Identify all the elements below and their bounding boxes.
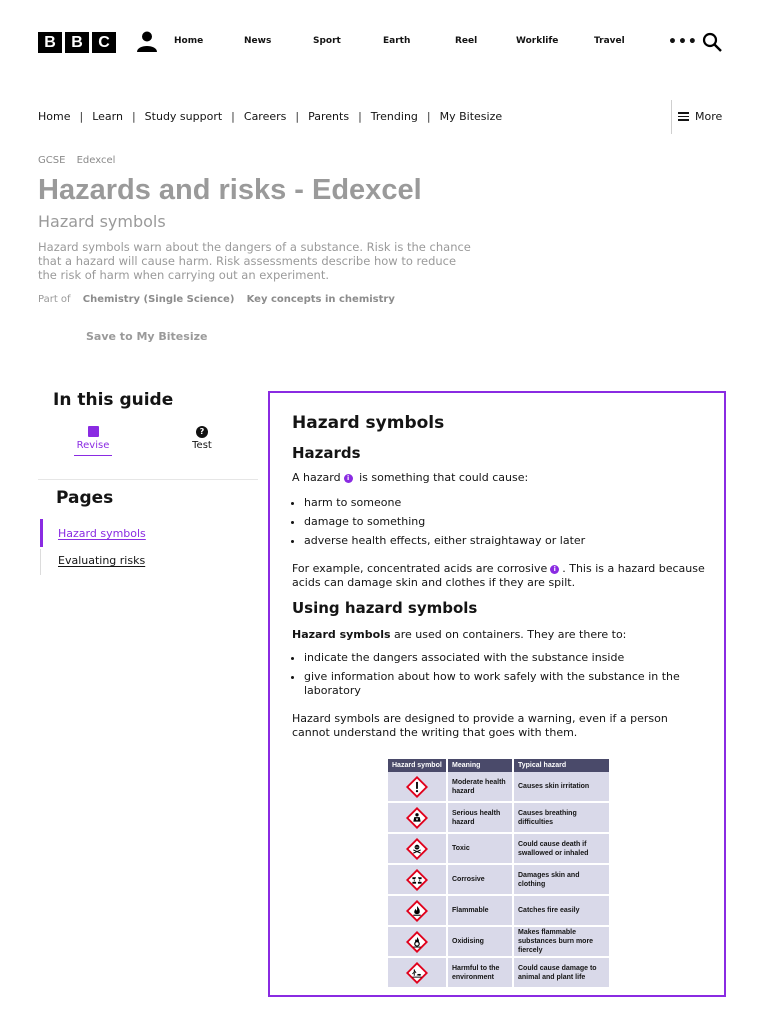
info-icon[interactable]: i: [550, 565, 559, 574]
nav-news[interactable]: News: [244, 36, 272, 46]
list-item: • indicate the dangers associated with the substance inside: [304, 651, 704, 665]
part-of-label: Part of: [38, 294, 71, 305]
breadcrumb: [38, 155, 123, 166]
health-hazard-icon: [406, 807, 428, 829]
more-menu-icon[interactable]: •••: [668, 34, 698, 50]
page-link-evaluating-risks[interactable]: Evaluating risks: [58, 554, 146, 567]
question-icon: ?: [196, 426, 208, 438]
list-item: • adverse health effects, either straightaway or later: [304, 534, 704, 548]
exclamation-icon: [406, 776, 428, 798]
table-row: [388, 864, 610, 895]
table-row: [388, 957, 610, 988]
page-subtitle: Hazard symbols: [38, 212, 166, 231]
account-icon[interactable]: [136, 30, 158, 52]
list-item: • give information about how to work safely with the substance in the laboratory: [304, 670, 704, 698]
corrosive-icon: [406, 869, 428, 891]
subnav-divider: [671, 100, 672, 134]
intro-description: Hazard symbols warn about the dangers of a substance. Risk is the chance that a hazard will cause harm. Risk assessments describe how to reduce the risk of harm when carrying out an experiment.: [38, 240, 471, 282]
course-link-chemistry[interactable]: Chemistry (Single Science): [82, 294, 235, 305]
table-row: [388, 895, 610, 926]
nav-reel[interactable]: Reel: [455, 36, 478, 46]
subnav-separator: |: [131, 110, 136, 123]
info-icon[interactable]: i: [344, 474, 353, 483]
subnav-study-support[interactable]: Study support: [144, 110, 223, 123]
more-label: More: [695, 110, 723, 123]
using-intro: Hazard symbols are used on containers. They are there to:: [292, 628, 627, 641]
subnav-separator: |: [231, 110, 235, 123]
table-row: [388, 926, 610, 957]
subnav-separator: |: [426, 110, 431, 123]
glossary-term-hazard[interactable]: hazard: [303, 471, 341, 484]
table-cell-hazard: Causes skin irritation: [513, 772, 610, 802]
table-cell-meaning: Moderate health hazard: [447, 772, 513, 802]
pages-title: Pages: [56, 488, 114, 508]
subnav-separator: |: [79, 110, 84, 123]
nav-travel[interactable]: Travel: [594, 36, 625, 46]
logo-letter: B: [38, 32, 62, 53]
subnav-separator: |: [295, 110, 300, 123]
table-header: Typical hazard: [513, 759, 610, 772]
topic-link-key-concepts[interactable]: Key concepts in chemistry: [246, 294, 395, 305]
table-cell-hazard: Makes flammable substances burn more fiercely: [513, 926, 610, 957]
table-cell-meaning: Oxidising: [447, 926, 513, 957]
table-cell-meaning: Serious health hazard: [447, 802, 513, 833]
nav-earth[interactable]: Earth: [383, 36, 411, 46]
page-title: Hazards and risks - Edexcel: [38, 174, 422, 206]
more-button[interactable]: [678, 110, 722, 123]
tab-revise-label: Revise: [76, 440, 110, 451]
nav-worklife[interactable]: Worklife: [516, 36, 559, 46]
flame-icon: [406, 900, 428, 922]
breadcrumb-gcse[interactable]: GCSE: [38, 155, 66, 166]
nav-sport[interactable]: Sport: [313, 36, 341, 46]
part-of: [38, 294, 395, 305]
table-cell-meaning: Corrosive: [447, 864, 513, 895]
table-cell-hazard: Could cause damage to animal and plant life: [513, 957, 610, 988]
content-heading: Hazard symbols: [292, 413, 445, 433]
hamburger-icon: [678, 112, 689, 121]
table-cell-hazard: Could cause death if swallowed or inhaled: [513, 833, 610, 864]
skull-icon: [406, 838, 428, 860]
book-icon: [88, 426, 99, 437]
search-icon[interactable]: [702, 32, 722, 52]
tab-active-underline: [74, 455, 112, 456]
table-cell-hazard: Damages skin and clothing: [513, 864, 610, 895]
hazard-list: [292, 496, 704, 553]
tab-test-label: Test: [192, 440, 212, 451]
using-list: [292, 651, 704, 703]
table-cell-meaning: Harmful to the environment: [447, 957, 513, 988]
active-page-indicator: [40, 519, 43, 547]
subnav-trending[interactable]: Trending: [370, 110, 418, 123]
subnav-learn[interactable]: Learn: [92, 110, 123, 123]
flame-over-circle-icon: [406, 931, 428, 953]
page-link-hazard-symbols[interactable]: Hazard symbols: [58, 527, 146, 540]
list-item: • harm to someone: [304, 496, 704, 510]
hazard-symbols-table: [388, 759, 611, 989]
nav-home[interactable]: Home: [174, 36, 204, 46]
save-to-bitesize-button[interactable]: Save to My Bitesize: [86, 330, 208, 343]
subnav-careers[interactable]: Careers: [243, 110, 287, 123]
subnav-home[interactable]: Home: [38, 110, 71, 123]
hazard-intro: A hazard i is something that could cause:: [292, 471, 529, 484]
guide-divider: [38, 479, 258, 480]
glossary-term-corrosive[interactable]: corrosive: [497, 562, 548, 575]
logo-letter: B: [65, 32, 89, 53]
table-cell-hazard: Catches fire easily: [513, 895, 610, 926]
page-indicator: [40, 549, 41, 575]
logo-letter: C: [92, 32, 116, 53]
table-row: [388, 802, 610, 833]
subnav-my-bitesize[interactable]: My Bitesize: [439, 110, 503, 123]
list-item: • damage to something: [304, 515, 704, 529]
guide-title: In this guide: [53, 390, 174, 410]
table-cell-meaning: Toxic: [447, 833, 513, 864]
subnav-separator: |: [358, 110, 362, 123]
tab-test[interactable]: [182, 426, 222, 451]
example-paragraph: For example, concentrated acids are corrosive i . This is a hazard because acids can damage skin and clothes if they are spilt.: [292, 562, 705, 589]
table-header: Meaning: [447, 759, 513, 772]
subnav-parents[interactable]: Parents: [308, 110, 350, 123]
table-header: Hazard symbol: [388, 759, 447, 772]
bitesize-nav: [38, 110, 502, 123]
breadcrumb-edexcel[interactable]: Edexcel: [76, 155, 116, 166]
content-card: [268, 391, 726, 997]
designed-paragraph: Hazard symbols are designed to provide a warning, even if a person cannot understand the writing that goes with them.: [292, 712, 668, 739]
table-cell-hazard: Causes breathing difficulties: [513, 802, 610, 833]
bbc-logo[interactable]: [38, 32, 116, 53]
using-heading: Using hazard symbols: [292, 599, 478, 617]
table-cell-meaning: Flammable: [447, 895, 513, 926]
environment-icon: [406, 962, 428, 984]
tab-revise[interactable]: [74, 426, 112, 456]
hazards-heading: Hazards: [292, 444, 361, 462]
table-row: [388, 833, 610, 864]
table-row: [388, 772, 610, 802]
